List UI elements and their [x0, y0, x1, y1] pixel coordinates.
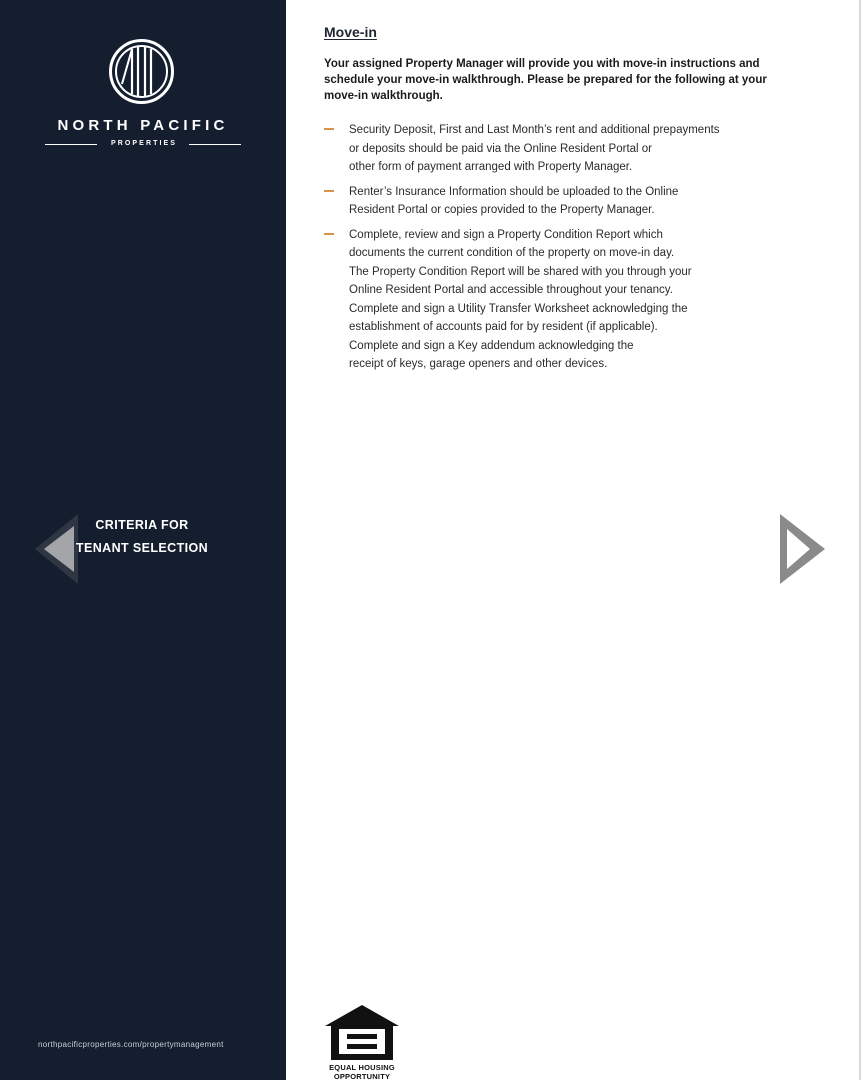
list-item-line: Online Resident Portal and accessible throughout your tenancy.	[349, 284, 673, 296]
previous-section-label[interactable]	[72, 514, 212, 560]
dash-bullet-icon	[324, 233, 334, 235]
list-item-line: documents the current condition of the property on move-in day.	[349, 247, 675, 259]
previous-section-label-line2: TENANT SELECTION	[75, 541, 209, 555]
list-item-line: Renter’s Insurance Information should be uploaded to the Online	[349, 185, 679, 198]
previous-section-label-line1: CRITERIA FOR	[95, 518, 189, 532]
brand-subtitle: PROPERTIES	[110, 140, 178, 147]
dash-bullet-icon	[324, 190, 334, 192]
brand-divider-left	[45, 144, 97, 145]
right-triangle-arrow-icon[interactable]	[776, 512, 828, 586]
list-item-line: or deposits should be paid via the Online Resident Portal or	[349, 142, 653, 155]
equal-housing-line2: OPPORTUNITY	[333, 1071, 391, 1081]
main-content	[324, 22, 794, 380]
previous-section-link[interactable]	[32, 512, 232, 588]
list-item-line: Security Deposit, First and Last Month’s rent and additional prepayments	[349, 124, 720, 136]
brand-divider-right	[189, 144, 241, 145]
list-item-line: other form of payment arranged with Property Manager.	[349, 161, 633, 173]
list-item-line: Complete and sign a Key addendum acknowledging the	[349, 339, 634, 352]
list-item	[324, 226, 794, 374]
brand-name: NORTH PACIFIC	[57, 117, 229, 134]
equal-housing-logo	[323, 1004, 401, 1080]
north-pacific-logo-icon	[108, 38, 175, 105]
equal-housing-text	[323, 1064, 401, 1081]
dash-bullet-icon	[324, 128, 334, 130]
list-item	[324, 121, 794, 177]
list-item-line: Resident Portal or copies provided to the Property Manager.	[349, 204, 655, 216]
sidebar	[0, 0, 286, 1080]
list-item	[324, 183, 794, 220]
list-item-line: The Property Condition Report will be shared with you through your	[349, 265, 692, 278]
list-item-line: establishment of accounts paid for by resident (if applicable).	[349, 321, 658, 333]
requirements-list	[324, 121, 794, 374]
list-item-line: Complete, review and sign a Property Condition Report which	[349, 228, 663, 241]
list-item-line: receipt of keys, garage openers and other devices.	[349, 358, 608, 370]
intro-paragraph: Your assigned Property Manager will provide you with move-in instructions and schedule your move-in walkthrough. Please be prepared for the following at your move-in walkthrough.	[324, 58, 767, 102]
list-item-line: Complete and sign a Utility Transfer Worksheet acknowledging the	[349, 302, 688, 315]
section-title: Move-in	[324, 24, 377, 40]
equal-housing-house-icon	[323, 1004, 401, 1062]
equal-housing-line1: EQUAL HOUSING	[329, 1063, 395, 1072]
footer-url[interactable]: northpacificproperties.com/propertymanagement	[38, 1040, 224, 1049]
